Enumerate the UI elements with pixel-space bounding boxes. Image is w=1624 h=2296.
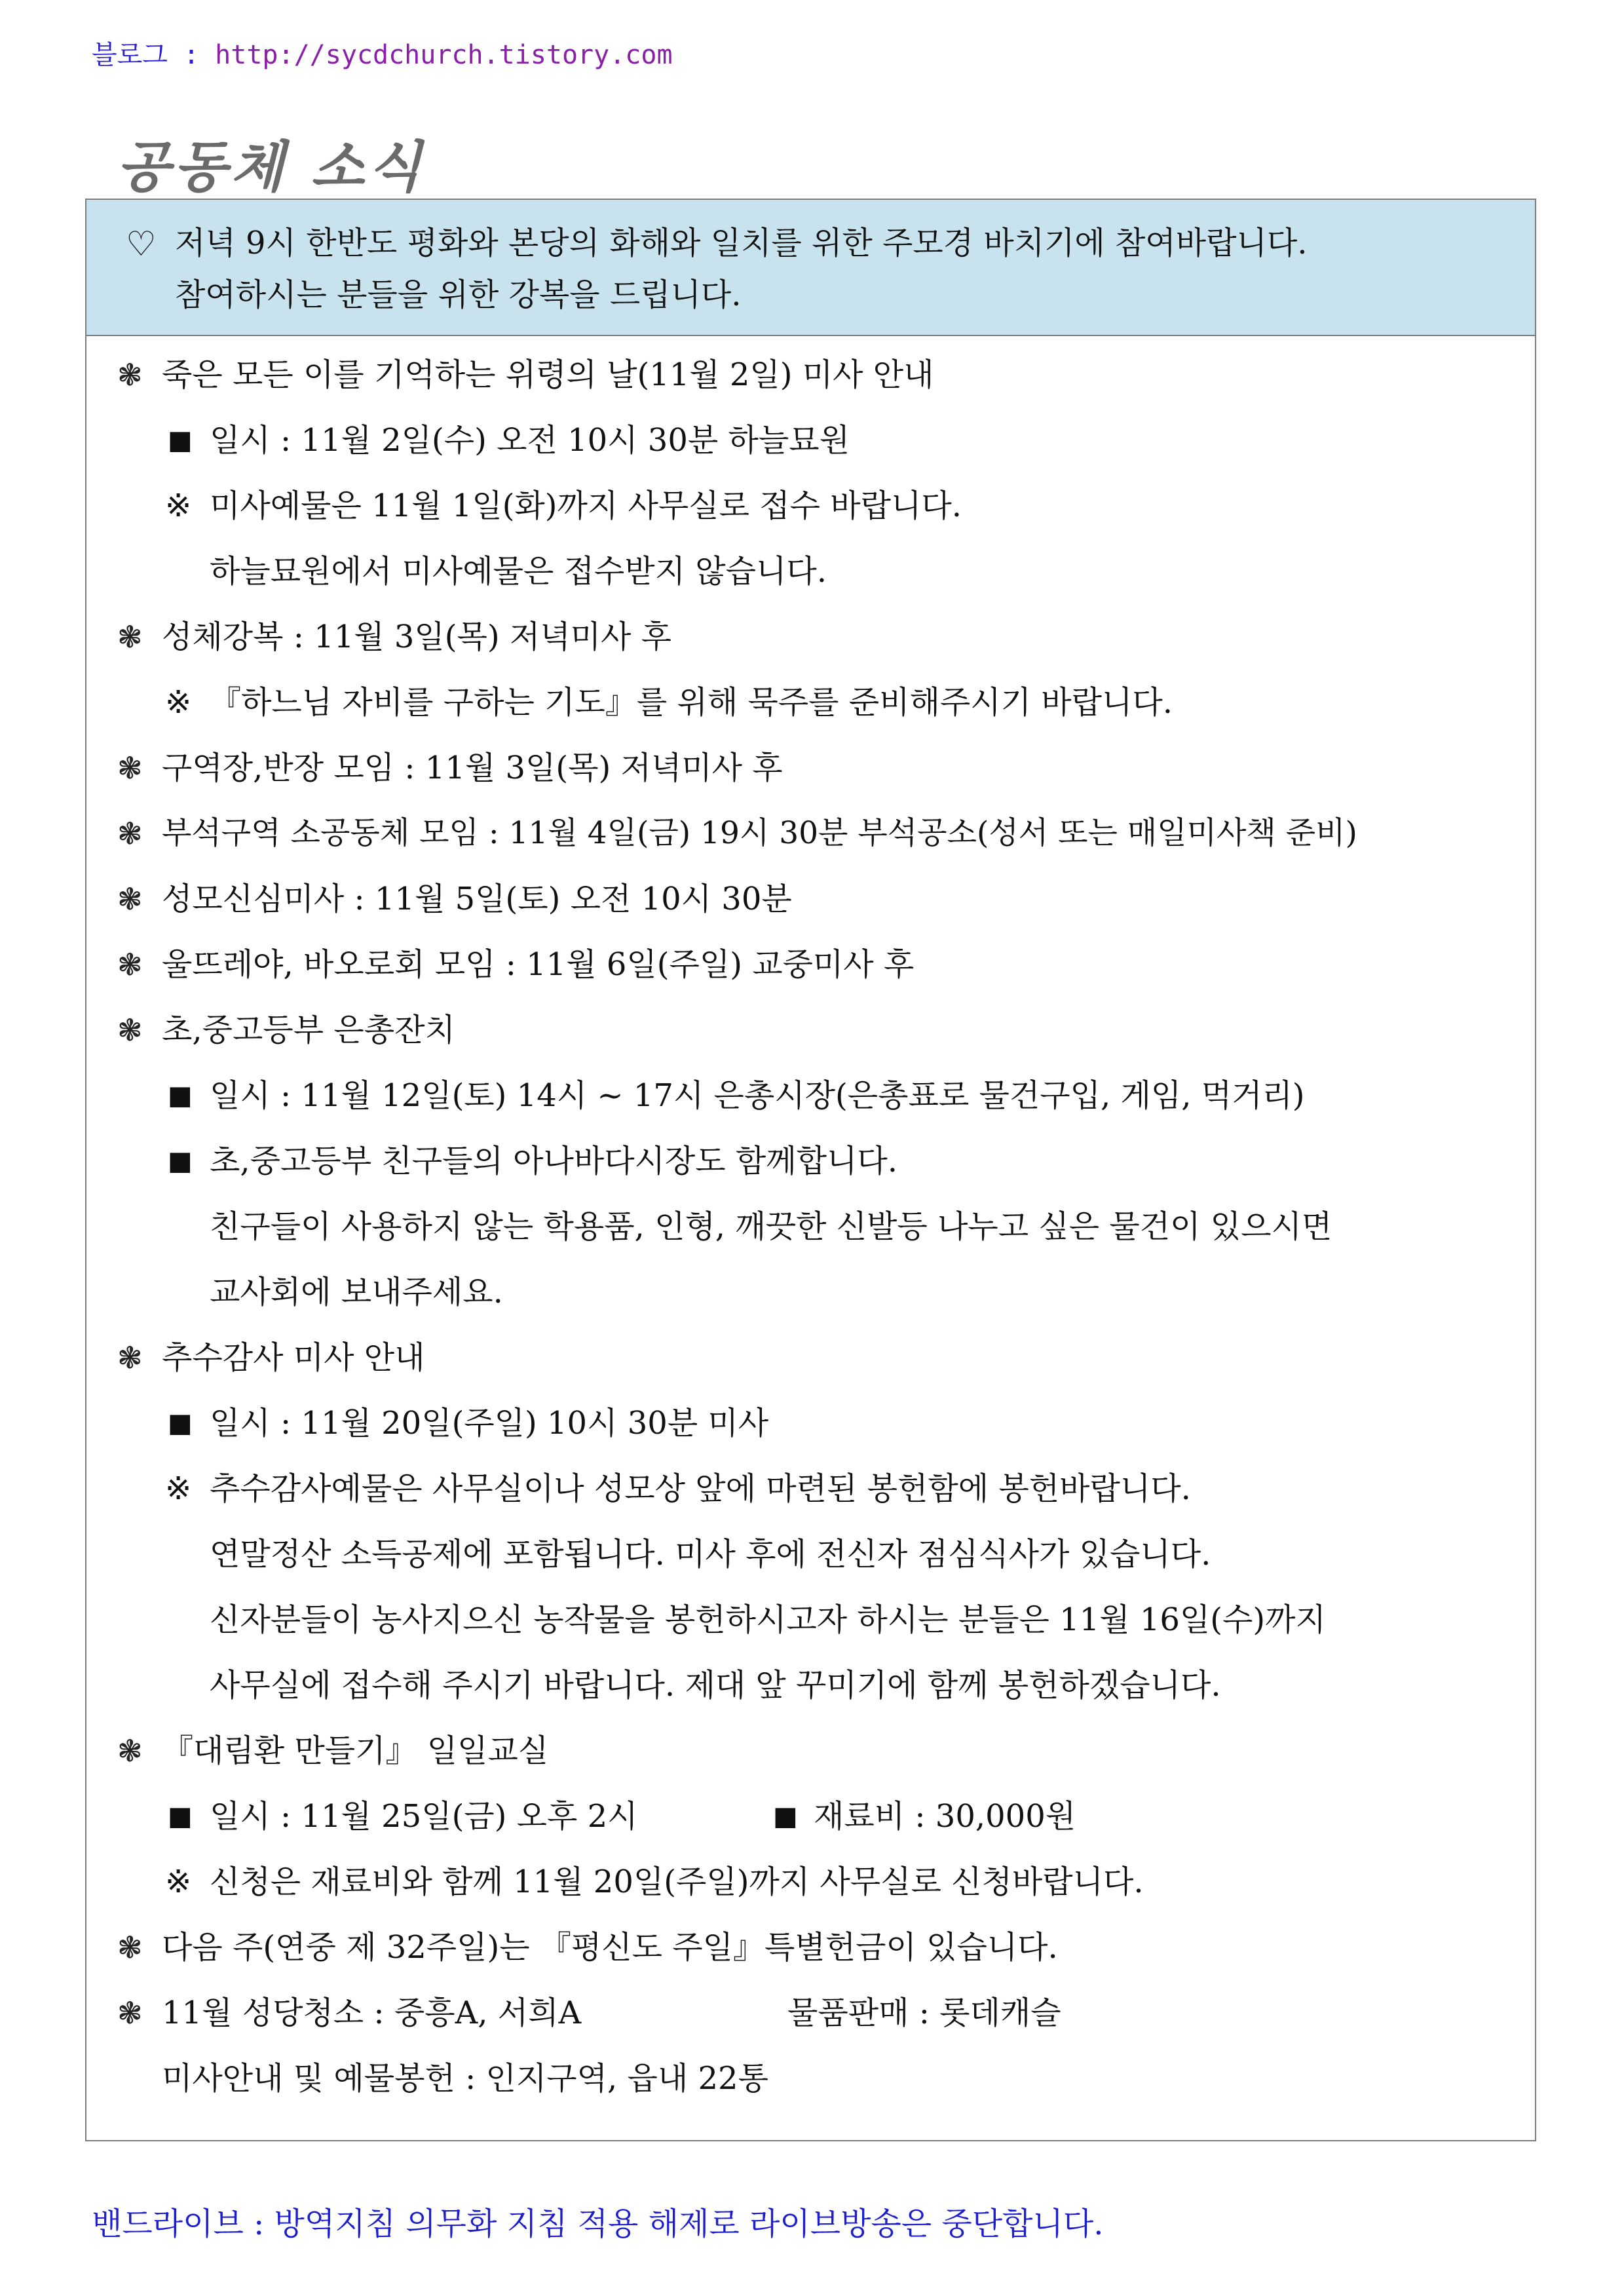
notice-line: 연말정산 소득공제에 포함됩니다. 미사 후에 전신자 점심식사가 있습니다. xyxy=(210,1536,1211,1573)
square-bullet-icon: ■ xyxy=(168,425,193,455)
notice-line: 울뜨레야, 바오로회 모임 : 11월 6일(주일) 교중미사 후 xyxy=(162,946,915,983)
reference-mark-icon: ※ xyxy=(165,1864,192,1900)
notice-line: 『하느님 자비를 구하는 기도』를 위해 묵주를 준비해주시기 바랍니다. xyxy=(210,684,1173,721)
notice-line: 추수감사예물은 사무실이나 성모상 앞에 마련된 봉헌함에 봉헌바랍니다. xyxy=(210,1470,1191,1507)
flower-bullet-icon: ❃ xyxy=(117,816,143,851)
notice-box xyxy=(85,199,1536,2141)
square-bullet-icon: ■ xyxy=(168,1081,193,1111)
notice-line: 신청은 재료비와 함께 11월 20일(주일)까지 사무실로 신청바랍니다. xyxy=(210,1864,1144,1900)
notice-line: 죽은 모든 이를 기억하는 위령의 날(11월 2일) 미사 안내 xyxy=(162,356,934,393)
notice-line: 『대림환 만들기』 일일교실 xyxy=(162,1732,549,1769)
blog-label: 블로그 : xyxy=(92,40,216,70)
reference-mark-icon: ※ xyxy=(165,1470,192,1507)
blog-link-line xyxy=(92,34,673,71)
notice-line: 구역장,반장 모임 : 11월 3일(목) 저녁미사 후 xyxy=(162,750,783,786)
notice-line: 친구들이 사용하지 않는 학용품, 인형, 깨끗한 신발등 나누고 싶은 물건이 있으시면 xyxy=(210,1208,1332,1245)
notice-line: 초,중고등부 친구들의 아나바다시장도 함께합니다. xyxy=(210,1143,898,1179)
notice-line: 일시 : 11월 12일(토) 14시 ~ 17시 은총시장(은총표로 물건구입, 게임, 먹거리) xyxy=(210,1077,1305,1114)
notice-line: 11월 성당청소 : 중흥A, 서희A xyxy=(162,1995,582,2031)
notice-line: 일시 : 11월 25일(금) 오후 2시 xyxy=(210,1798,638,1835)
notice-line: 미사예물은 11월 1일(화)까지 사무실로 접수 바랍니다. xyxy=(210,488,962,524)
flower-bullet-icon: ❃ xyxy=(117,1995,143,2031)
notice-line: 성모신심미사 : 11월 5일(토) 오전 10시 30분 xyxy=(162,881,792,917)
notice-line: 일시 : 11월 2일(수) 오전 10시 30분 하늘묘원 xyxy=(210,422,850,459)
notice-line: 미사안내 및 예물봉헌 : 인지구역, 읍내 22통 xyxy=(162,2060,768,2097)
notice-line: 추수감사 미사 안내 xyxy=(162,1339,425,1376)
flower-bullet-icon: ❃ xyxy=(117,1733,143,1769)
flower-bullet-icon: ❃ xyxy=(117,619,143,655)
notice-line: 사무실에 접수해 주시기 바랍니다. 제대 앞 꾸미기에 함께 봉헌하겠습니다. xyxy=(210,1667,1221,1704)
square-bullet-icon: ■ xyxy=(773,1801,798,1831)
notice-line: 성체강복 : 11월 3일(목) 저녁미사 후 xyxy=(162,619,671,655)
square-bullet-icon: ■ xyxy=(168,1408,193,1438)
blog-url-link[interactable]: http://sycdchurch.tistory.com xyxy=(215,40,673,70)
section-title: 공동체 소식 xyxy=(117,135,425,199)
notice-line: 물품판매 : 롯데캐슬 xyxy=(787,1995,1061,2031)
notice-line: 일시 : 11월 20일(주일) 10시 30분 미사 xyxy=(210,1405,769,1442)
flower-bullet-icon: ❃ xyxy=(117,1930,143,1965)
notice-line: 하늘묘원에서 미사예물은 접수받지 않습니다. xyxy=(210,553,827,590)
square-bullet-icon: ■ xyxy=(168,1801,193,1831)
prayer-highlight-box xyxy=(86,200,1535,336)
notice-line: 초,중고등부 은총잔치 xyxy=(162,1012,455,1048)
band-live-note: 밴드라이브 : 방역지침 의무화 지침 적용 해제로 라이브방송은 중단합니다. xyxy=(92,2206,1104,2242)
flower-bullet-icon: ❃ xyxy=(117,750,143,786)
flower-bullet-icon: ❃ xyxy=(117,1012,143,1048)
flower-bullet-icon: ❃ xyxy=(117,947,143,982)
highlight-line-1: 저녁 9시 한반도 평화와 본당의 화해와 일치를 위한 주모경 바치기에 참여바랍니다. xyxy=(175,225,1308,261)
reference-mark-icon: ※ xyxy=(165,684,192,721)
notice-line: 재료비 : 30,000원 xyxy=(814,1798,1076,1835)
heart-outline-icon: ♡ xyxy=(126,225,157,264)
flower-bullet-icon: ❃ xyxy=(117,1340,143,1375)
flower-bullet-icon: ❃ xyxy=(117,357,143,392)
notice-line: 신자분들이 농사지으신 농작물을 봉헌하시고자 하시는 분들은 11월 16일(수)까지 xyxy=(210,1601,1326,1638)
notice-line: 부석구역 소공동체 모임 : 11월 4일(금) 19시 30분 부석공소(성서 또는 매일미사책 준비) xyxy=(162,815,1357,851)
reference-mark-icon: ※ xyxy=(165,488,192,524)
square-bullet-icon: ■ xyxy=(168,1146,193,1176)
notice-line: 다음 주(연중 제 32주일)는 『평신도 주일』특별헌금이 있습니다. xyxy=(162,1929,1058,1966)
highlight-line-2: 참여하시는 분들을 위한 강복을 드립니다. xyxy=(175,277,742,313)
notice-line: 교사회에 보내주세요. xyxy=(210,1274,503,1311)
flower-bullet-icon: ❃ xyxy=(117,881,143,917)
